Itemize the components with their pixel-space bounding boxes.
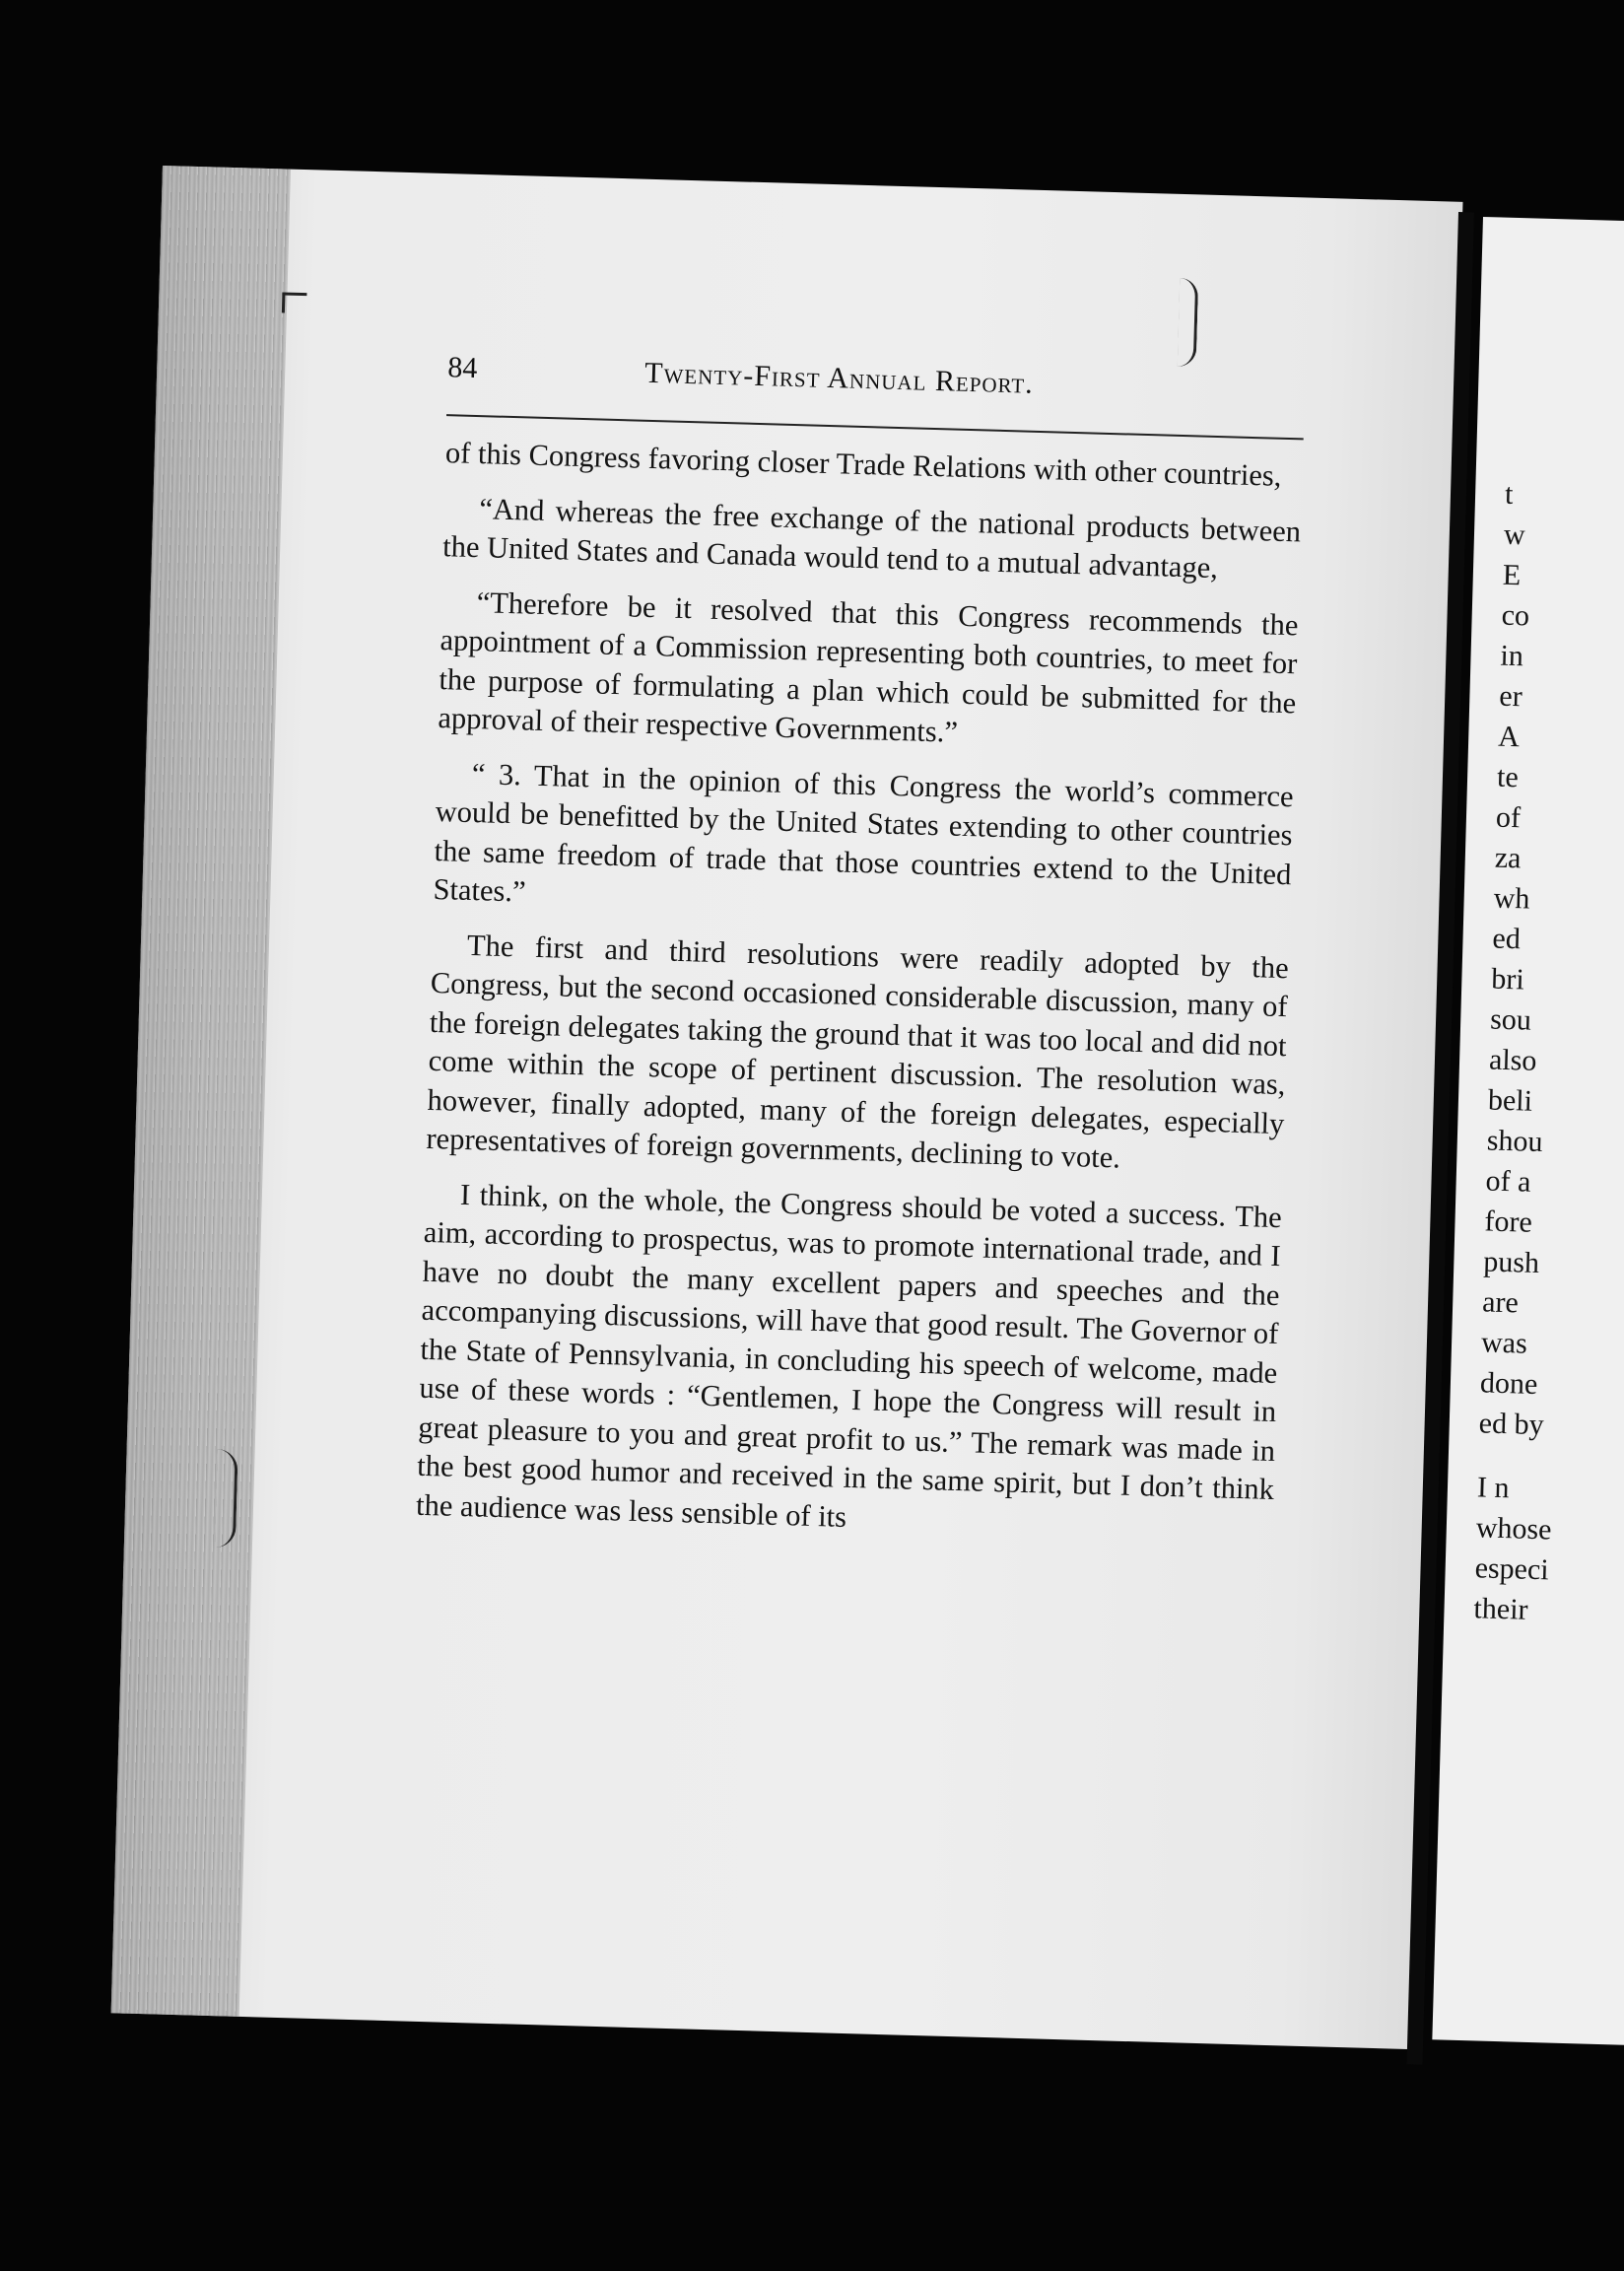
fragment-line: ed [1492, 922, 1522, 956]
fragment-line: za [1494, 841, 1522, 875]
fragment-line: their [1473, 1592, 1529, 1626]
page-number: 84 [446, 351, 478, 384]
fragment-line: also [1488, 1043, 1537, 1077]
fragment-line: done [1479, 1366, 1538, 1401]
fragment-line: bri [1490, 962, 1525, 997]
page-body [415, 351, 1305, 1564]
fragment-line: fore [1484, 1204, 1533, 1239]
fragment-line: co [1501, 598, 1530, 633]
paragraph-continuation: of this Congress favoring closer Trade Relations with other countries, [444, 436, 1282, 493]
fragment-line: E [1502, 558, 1522, 592]
fragment-line: ed by [1478, 1407, 1545, 1442]
paragraph-resolution-3: “ 3. That in the opinion of this Congress the world’s commerce would be benefitted by the United States extending to other countries the same freedom of trade that those countries extend to the United States.” [433, 756, 1295, 909]
pencil-mark-left-margin [215, 1449, 238, 1548]
paragraph-success: I think, on the whole, the Congress should be voted a success. The aim, according to prospectus, was to promote international trade, and I have no doubt the many excellent papers and speeches and the accompanying discussions, will have that good result. The Governor of the State of Pennsylvania, in concluding his speech of welcome, made use of these words : “Gentlemen, I hope the Congress will result in great pleasure to you and great profit to us.” The remark was made in the best good humor and received in the same spirit, but I don’t think the audience was less sensible of its [415, 1177, 1283, 1534]
fragment-line: te [1496, 760, 1520, 794]
pencil-mark-top-right [1178, 278, 1199, 367]
fragment-line: I n [1476, 1471, 1510, 1505]
fragment-line: t [1504, 477, 1514, 511]
paragraph-resolved: “Therefore be it resolved that this Congress recommends the appointment of a Commission representing both countries, to meet for the purpose of formulating a plan which could be submitted for the approval of their respective Governments.” [437, 585, 1299, 749]
left-page [111, 166, 1463, 2049]
fragment-line: er [1498, 679, 1523, 714]
fragment-line: whose [1475, 1511, 1552, 1547]
fragment-line: beli [1487, 1083, 1533, 1118]
fragment-line: sou [1489, 1002, 1532, 1037]
fragment-line: especi [1474, 1551, 1550, 1587]
paragraph-whereas: “And whereas the free exchange of the national products between the United States and Canada would tend to a mutual advantage, [441, 491, 1302, 585]
fragment-line: of a [1485, 1164, 1531, 1199]
fragment-line: was [1480, 1326, 1528, 1360]
fragment-line: push [1482, 1245, 1540, 1280]
fragment-line: w [1503, 517, 1526, 552]
fragment-line: shou [1486, 1124, 1543, 1159]
fragment-line: in [1500, 639, 1524, 673]
fragment-line: wh [1493, 881, 1530, 916]
pencil-mark-top-left [282, 292, 307, 313]
page-edge-shading [111, 166, 291, 2017]
fragment-line: A [1497, 720, 1521, 754]
fragment-line: are [1481, 1285, 1520, 1320]
running-title: Twenty-First Annual Report. [643, 356, 1035, 400]
fragment-line: of [1495, 800, 1522, 835]
right-page-text-fragments [1444, 473, 1594, 1631]
paragraph-resolutions-adopted: The first and third resolutions were readily adopted by the Congress, but the second occasioned considerable discussion, many of the foreign delegates taking the ground that it was too local and did not come within the scope of pertinent discussion. The resolution was, however, finally adopted, many of the foreign delegates, especially representatives of foreign governments, declining to vote. [426, 928, 1290, 1175]
